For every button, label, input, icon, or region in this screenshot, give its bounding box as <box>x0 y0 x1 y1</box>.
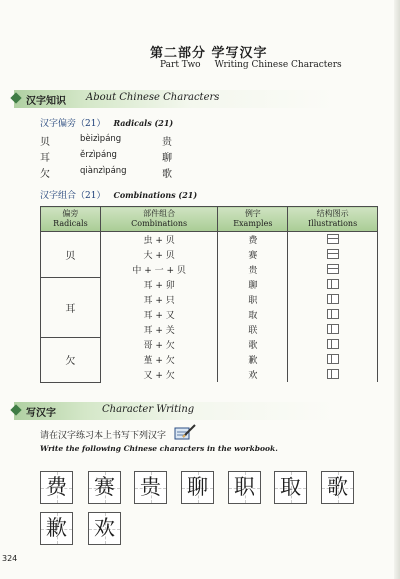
practice-character: 费 <box>46 475 67 499</box>
radicals-heading-cn: 汉字偏旁（21） <box>40 119 106 129</box>
illustration-cell <box>288 367 378 382</box>
header-examples <box>218 207 288 232</box>
character-box <box>228 471 261 504</box>
header-radicals <box>41 207 101 232</box>
example-cell: 职 <box>218 292 288 307</box>
character-box <box>274 471 307 504</box>
structure-top-bottom-icon <box>327 249 339 259</box>
character-box <box>134 471 167 504</box>
group-radical: 欠 <box>41 337 101 382</box>
combinations-heading-cn: 汉字组合（21） <box>40 191 106 201</box>
combinations-heading <box>40 188 197 201</box>
combo-cell: 堇 + 欠 <box>100 352 218 367</box>
radical-row <box>40 133 190 147</box>
header-en: Radicals <box>53 219 88 228</box>
combo-cell: 耳 + 关 <box>100 322 218 337</box>
structure-top-bottom-icon <box>327 234 339 244</box>
section-label-cn: 写汉字 <box>26 408 56 419</box>
combo-cell: 又 + 欠 <box>100 367 218 382</box>
section-label-en: About Chinese Characters <box>86 92 220 103</box>
character-box <box>88 512 121 545</box>
practice-character: 歉 <box>46 516 67 540</box>
combo-cell: 耳 + 卯 <box>100 277 218 292</box>
pencil-notebook-icon <box>174 424 196 440</box>
header-illustrations <box>288 207 378 232</box>
group-radical: 耳 <box>41 277 101 337</box>
character-box <box>88 471 121 504</box>
section-label-en: Character Writing <box>102 404 195 415</box>
table-header-row <box>41 207 378 232</box>
structure-left-right-icon <box>327 339 339 349</box>
radicals-heading-en: Radicals (21) <box>113 118 174 128</box>
header-en: Combinations <box>131 219 188 228</box>
page-edge-shadow <box>394 0 400 579</box>
example-cell: 欢 <box>218 367 288 382</box>
table-row <box>41 232 378 248</box>
illustration-cell <box>288 277 378 292</box>
header-en: Examples <box>233 219 273 228</box>
instruction-cn: 请在汉字练习本上书写下列汉字 <box>40 431 167 441</box>
structure-top-bottom-icon <box>327 264 339 274</box>
radical-pinyin: qiànzìpáng <box>80 166 127 176</box>
character-box <box>181 471 214 504</box>
example-cell: 费 <box>218 232 288 248</box>
illustration-cell <box>288 247 378 262</box>
illustration-cell <box>288 292 378 307</box>
example-cell: 赛 <box>218 247 288 262</box>
radical-char: 欠 <box>40 169 50 180</box>
page-number: 324 <box>2 554 18 563</box>
practice-character: 贵 <box>140 475 161 499</box>
part-label: Part Two <box>160 60 201 70</box>
header-en: Illustrations <box>308 219 358 228</box>
header-cn: 例字 <box>244 209 261 218</box>
header-combinations <box>100 207 218 232</box>
practice-character: 取 <box>280 475 301 499</box>
header-cn: 部件组合 <box>143 209 176 218</box>
example-cell: 歌 <box>218 337 288 352</box>
part-title-en <box>160 60 356 70</box>
character-box <box>40 471 73 504</box>
practice-character: 聊 <box>187 475 208 499</box>
practice-character: 欢 <box>94 516 115 540</box>
radical-example: 歌 <box>162 169 172 180</box>
table-row <box>41 277 378 292</box>
combo-cell: 耳 + 只 <box>100 292 218 307</box>
radical-pinyin: bèizìpáng <box>80 134 122 144</box>
illustration-cell <box>288 352 378 367</box>
illustration-cell <box>288 262 378 277</box>
radicals-heading <box>40 116 173 129</box>
example-cell: 联 <box>218 322 288 337</box>
character-box <box>321 471 354 504</box>
character-box <box>40 512 73 545</box>
combo-cell: 中 + 一 + 贝 <box>100 262 218 277</box>
combinations-heading-en: Combinations (21) <box>113 190 198 200</box>
practice-character: 赛 <box>94 475 115 499</box>
combinations-table <box>40 206 378 383</box>
example-cell: 聊 <box>218 277 288 292</box>
structure-left-right-icon <box>327 279 339 289</box>
illustration-cell <box>288 337 378 352</box>
combo-cell: 虫 + 贝 <box>100 232 218 248</box>
structure-left-right-icon <box>327 294 339 304</box>
example-cell: 歉 <box>218 352 288 367</box>
illustration-cell <box>288 307 378 322</box>
radical-char: 耳 <box>40 153 50 164</box>
table-row <box>41 337 378 352</box>
combo-cell: 哥 + 欠 <box>100 337 218 352</box>
header-cn: 结构图示 <box>316 209 349 218</box>
instruction-en: Write the following Chinese characters in the workbook. <box>40 444 278 453</box>
example-cell: 贵 <box>218 262 288 277</box>
radical-row <box>40 165 190 179</box>
section-label-cn: 汉字知识 <box>26 96 66 107</box>
radical-example: 聊 <box>162 153 172 164</box>
practice-character: 职 <box>234 475 255 499</box>
structure-left-right-icon <box>327 354 339 364</box>
illustration-cell <box>288 232 378 248</box>
radical-pinyin: ěrzìpáng <box>80 150 117 160</box>
header-cn: 偏旁 <box>62 209 79 218</box>
section-banner-writing <box>14 402 334 420</box>
structure-left-right-icon <box>327 324 339 334</box>
structure-left-right-icon <box>327 369 339 379</box>
radical-example: 贵 <box>162 137 172 148</box>
group-radical: 贝 <box>41 232 101 278</box>
practice-character: 歌 <box>327 475 348 499</box>
radical-char: 贝 <box>40 137 50 148</box>
part-title-cn: 第二部分 学写汉字 <box>150 46 268 61</box>
section-banner-about <box>14 90 334 108</box>
diamond-bullet-icon <box>10 404 21 415</box>
example-cell: 取 <box>218 307 288 322</box>
combo-cell: 大 + 贝 <box>100 247 218 262</box>
illustration-cell <box>288 322 378 337</box>
structure-left-right-icon <box>327 309 339 319</box>
radical-row <box>40 149 190 163</box>
diamond-bullet-icon <box>10 92 21 103</box>
combo-cell: 耳 + 又 <box>100 307 218 322</box>
part-title-en-text: Writing Chinese Characters <box>214 60 342 70</box>
